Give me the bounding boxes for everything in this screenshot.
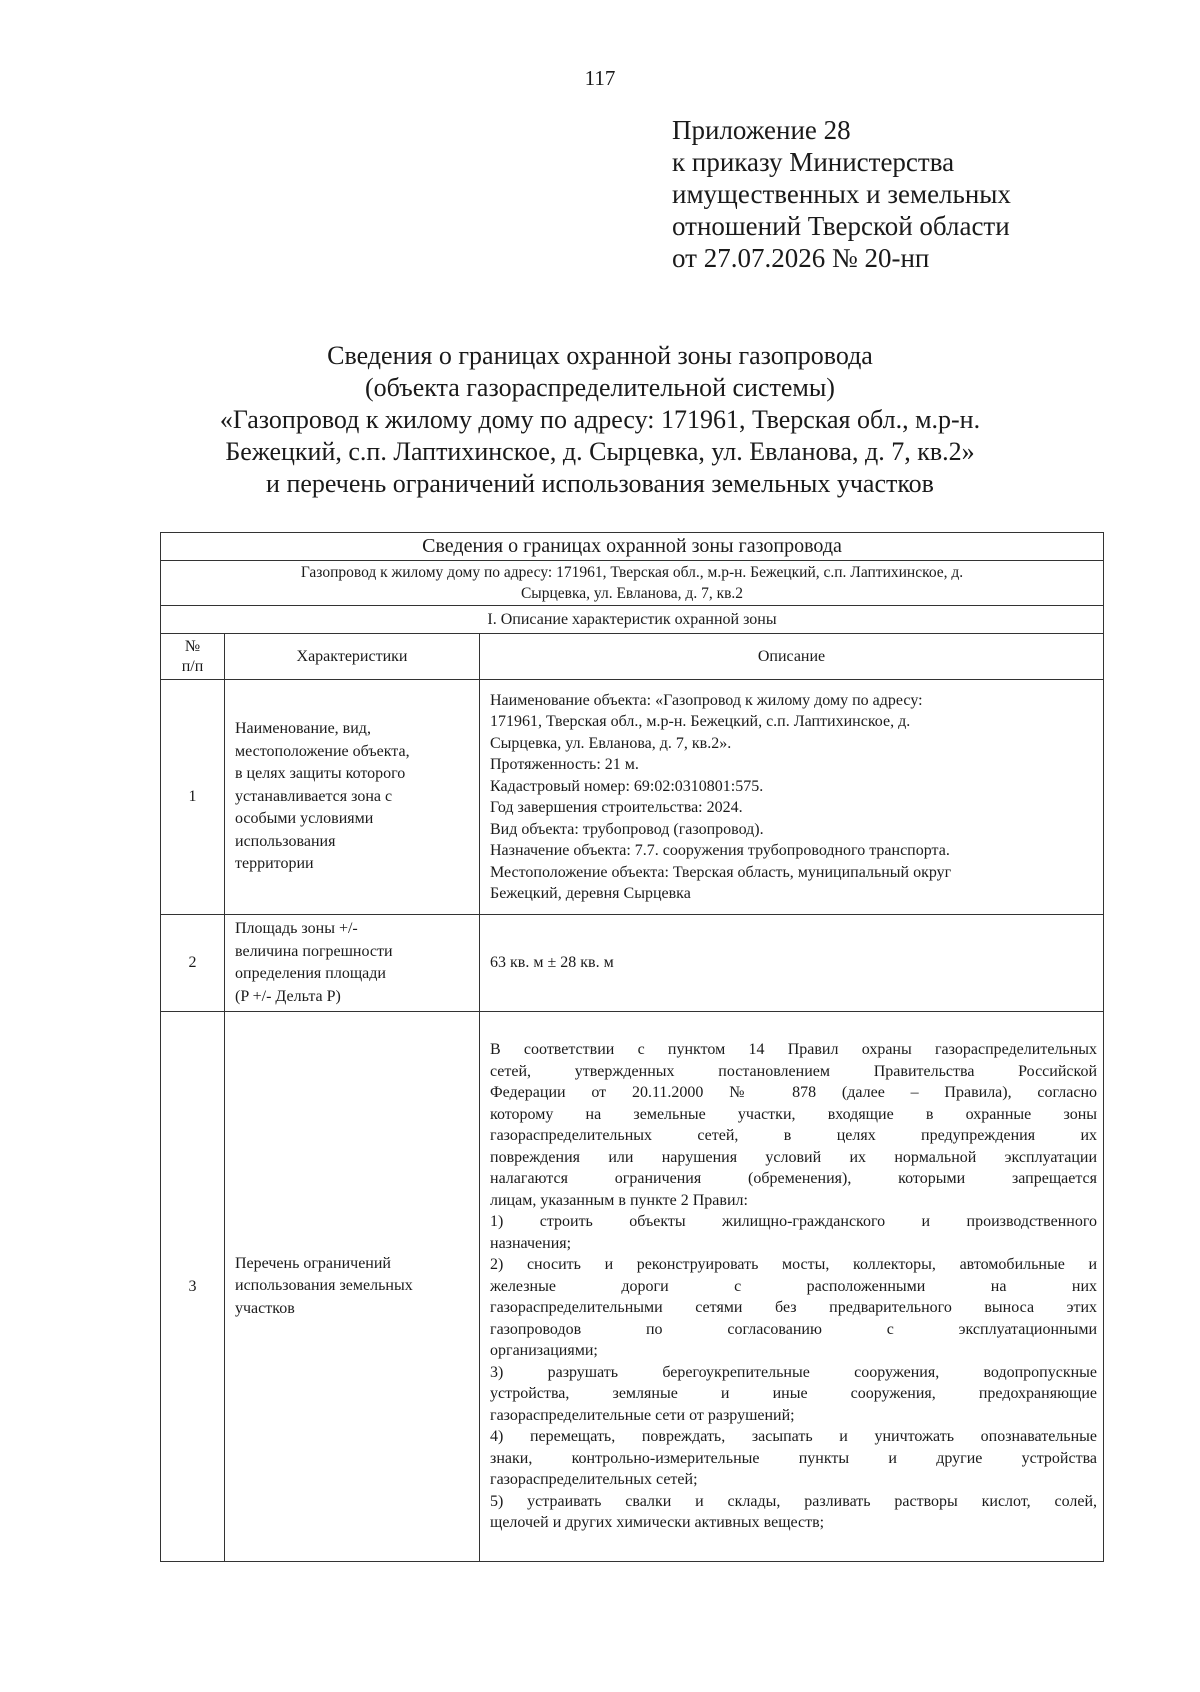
description-line: Назначение объекта: 7.7. сооружения трубопроводного транспорта.: [490, 842, 950, 859]
description-line: газораспределительные сети от разрушений;: [490, 1406, 795, 1424]
appendix-line: имущественных и земельных: [672, 179, 1011, 209]
characteristic-line: территории: [235, 855, 314, 873]
description-line: газопроводов по согласованию с эксплуатационными: [490, 1320, 1098, 1338]
description-line: Федерации от 20.11.2000 № 878 (далее – Правила), согласно: [490, 1084, 1098, 1102]
column-header-number: [161, 634, 225, 680]
characteristic-line: местоположение объекта,: [235, 742, 410, 760]
characteristic-line: Площадь зоны +/-: [235, 920, 358, 937]
column-header-characteristics: Характеристики: [225, 634, 480, 680]
description-line: газораспределительных сетей;: [490, 1471, 698, 1489]
description-line: которому на земельные участки, входящие в охранные зоны: [490, 1105, 1098, 1123]
appendix-line: отношений Тверской области: [672, 211, 1010, 241]
appendix-line: к приказу Министерства: [672, 147, 955, 177]
description-line: организациями;: [490, 1342, 598, 1360]
description-line: Наименование объекта: «Газопровод к жилому дому по адресу:: [490, 691, 923, 709]
description-line: лицам, указанным в пункте 2 Правил:: [490, 1191, 748, 1209]
description-line: Протяженность: 21 м.: [490, 756, 639, 773]
row-number: 1: [161, 680, 225, 915]
table-object-name: [161, 561, 1104, 606]
object-name-line: Газопровод к жилому дому по адресу: 171961, Тверская обл., м.р-н. Бежецкий, с.п. Лаптихинское, д.: [300, 564, 964, 581]
row-number: 3: [161, 1012, 225, 1562]
zone-table: [160, 532, 1104, 1562]
appendix-line: от 27.07.2026 № 20-нп: [672, 243, 930, 273]
description-line: Вид объекта: трубопровод (газопровод).: [490, 820, 764, 838]
table-row: [161, 1012, 1104, 1562]
description-line: 1) строить объекты жилищно-гражданского и производственного: [490, 1213, 1098, 1231]
table-row: [161, 680, 1104, 915]
column-header-number-line: п/п: [181, 657, 204, 675]
appendix-line: Приложение 28: [672, 115, 851, 145]
description-line: Кадастровый номер: 69:02:0310801:575.: [490, 777, 764, 795]
description-line: газораспределительных сетей, в целях предупреждения их: [490, 1127, 1098, 1145]
row-characteristic: [225, 915, 480, 1012]
characteristic-line: Перечень ограничений: [235, 1254, 391, 1272]
description-line: налагаются ограничения (обременения), которыми запрещается: [490, 1170, 1098, 1188]
column-header-number-line: №: [184, 637, 201, 655]
title-line: «Газопровод к жилому дому по адресу: 171961, Тверская обл., м.р-н.: [219, 405, 981, 434]
characteristic-line: использования земельных: [235, 1277, 413, 1295]
description-line: 63 кв. м ± 28 кв. м: [490, 954, 614, 972]
description-line: Сырцевка, ул. Евланова, д. 7, кв.2».: [490, 734, 732, 752]
row-number: 2: [161, 915, 225, 1012]
description-line: газораспределительными сетями без предварительного выноса этих: [490, 1299, 1098, 1317]
title-line: и перечень ограничений использования земельных участков: [266, 469, 934, 498]
title-line: Сведения о границах охранной зоны газопровода: [327, 341, 873, 370]
description-line: Год завершения строительства: 2024.: [490, 799, 743, 816]
row-characteristic: [225, 1012, 480, 1562]
characteristic-line: (P +/- Дельта P): [235, 987, 341, 1005]
page-number: 117: [584, 66, 616, 90]
description-line: 4) перемещать, повреждать, засыпать и уничтожать опознавательные: [490, 1428, 1098, 1446]
row-description: [480, 1012, 1104, 1562]
description-line: Местоположение объекта: Тверская область, муниципальный округ: [490, 863, 952, 881]
table-row: [161, 915, 1104, 1012]
characteristic-line: в целях защиты которого: [235, 765, 406, 783]
row-characteristic: [225, 680, 480, 915]
description-line: железные дороги с расположенными на них: [490, 1277, 1098, 1295]
description-line: 5) устраивать свалки и склады, разливать растворы кислот, солей,: [490, 1492, 1098, 1510]
characteristic-line: участков: [235, 1299, 295, 1317]
characteristic-line: Наименование, вид,: [235, 720, 371, 738]
characteristic-line: устанавливается зона с: [235, 787, 393, 805]
characteristic-line: особыми условиями: [235, 810, 374, 828]
description-line: В соответствии с пунктом 14 Правил охраны газораспределительных: [490, 1041, 1098, 1059]
description-line: 3) разрушать берегоукрепительные сооружения, водопропускные: [490, 1363, 1098, 1381]
description-line: знаки, контрольно-измерительные пункты и другие устройства: [490, 1449, 1098, 1467]
table-header: Сведения о границах охранной зоны газопровода: [161, 533, 1104, 561]
description-line: Бежецкий, деревня Сырцевка: [490, 885, 691, 902]
characteristic-line: использования: [235, 832, 336, 850]
appendix-block: [672, 114, 1011, 274]
description-line: повреждения или нарушения условий их нормальной эксплуатации: [490, 1148, 1098, 1166]
document-title: [140, 340, 1060, 500]
description-line: устройства, земляные и иные сооружения, предохраняющие: [490, 1385, 1098, 1403]
description-line: назначения;: [490, 1234, 572, 1252]
row-description: [480, 915, 1104, 1012]
row-description: [480, 680, 1104, 915]
description-line: щелочей и других химически активных веществ;: [490, 1514, 825, 1532]
object-name-line: Сырцевка, ул. Евланова, д. 7, кв.2: [520, 585, 744, 602]
title-line: (объекта газораспределительной системы): [365, 373, 835, 402]
description-line: 2) сносить и реконструировать мосты, коллекторы, автомобильные и: [490, 1256, 1098, 1274]
characteristic-line: величина погрешности: [235, 942, 393, 960]
description-line: сетей, утвержденных постановлением Правительства Российской: [490, 1062, 1098, 1080]
characteristic-line: определения площади: [235, 965, 386, 982]
description-line: 171961, Тверская обл., м.р-н. Бежецкий, с.п. Лаптихинское, д.: [490, 713, 911, 730]
section-title: I. Описание характеристик охранной зоны: [161, 606, 1104, 634]
column-header-description: Описание: [480, 634, 1104, 680]
title-line: Бежецкий, с.п. Лаптихинское, д. Сырцевка, ул. Евланова, д. 7, кв.2»: [225, 437, 975, 466]
